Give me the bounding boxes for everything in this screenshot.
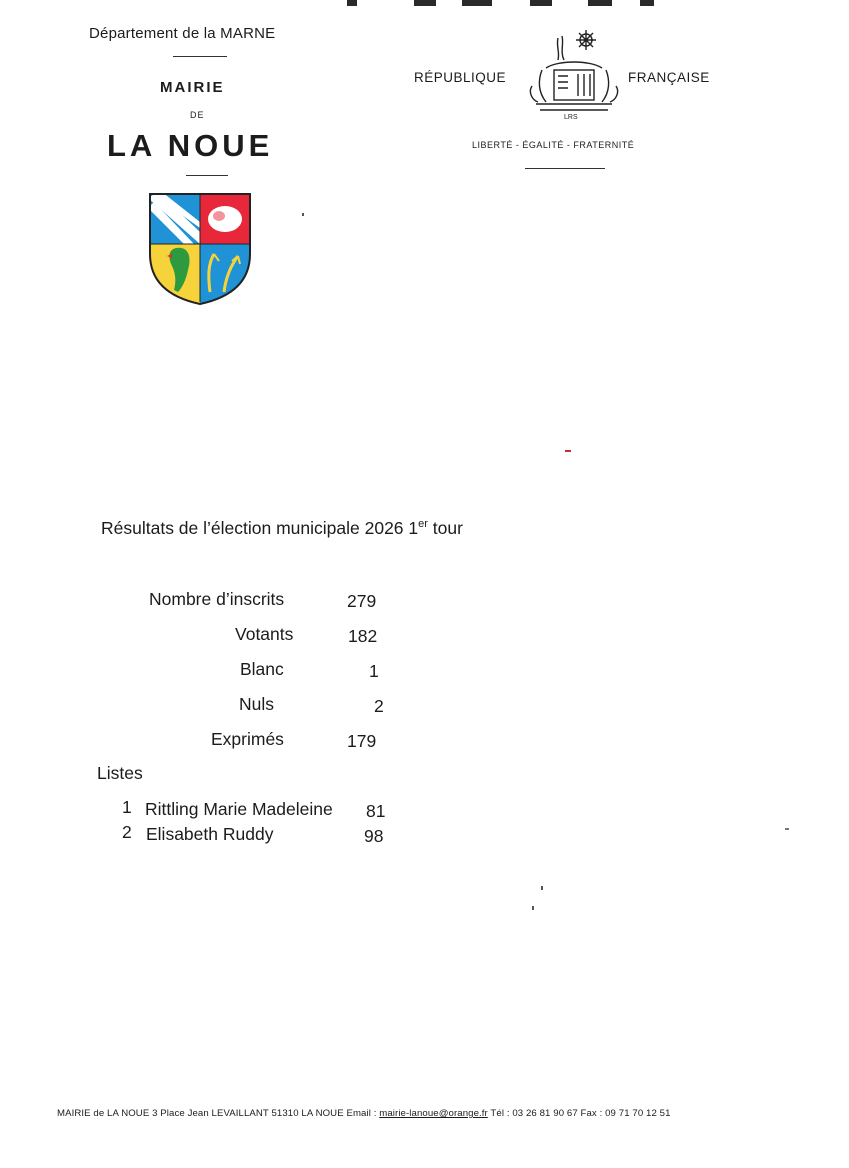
republique-label: RÉPUBLIQUE bbox=[414, 70, 507, 85]
department-label: Département de la MARNE bbox=[89, 25, 276, 42]
devise-label: LIBERTÉ - ÉGALITÉ - FRATERNITÉ bbox=[472, 140, 635, 150]
nuls-value: 2 bbox=[374, 696, 384, 716]
coat-of-arms-logo bbox=[148, 192, 252, 306]
scan-top-edge-marks bbox=[0, 0, 849, 8]
republic-emblem-logo bbox=[528, 30, 620, 120]
exprimes-value: 179 bbox=[347, 731, 377, 751]
footer-email-link[interactable]: mairie-lanoue@orange.fr bbox=[379, 1108, 488, 1119]
divider bbox=[525, 168, 605, 169]
francaise-label: FRANÇAISE bbox=[628, 70, 710, 85]
votants-value: 182 bbox=[348, 626, 378, 646]
footer-contact: MAIRIE de LA NOUE 3 Place Jean LEVAILLANT 51310 LA NOUE Email : mairie-lanoue@orange.fr Tél : 03 26 81 90 67 Fax : 09 71 70 12 51 bbox=[57, 1108, 671, 1119]
blanc-label: Blanc bbox=[240, 659, 284, 679]
lists-heading: Listes bbox=[97, 763, 143, 783]
inscrits-value: 279 bbox=[347, 591, 377, 611]
divider bbox=[186, 175, 228, 176]
scan-speck bbox=[532, 906, 534, 910]
commune-name: LA NOUE bbox=[107, 128, 274, 163]
svg-text:LRS: LRS bbox=[564, 114, 578, 120]
scan-speck bbox=[565, 450, 571, 452]
votants-label: Votants bbox=[235, 624, 294, 644]
exprimes-label: Exprimés bbox=[211, 729, 284, 749]
results-title: Résultats de l’élection municipale 2026 1er tour bbox=[101, 518, 463, 538]
divider bbox=[173, 56, 227, 57]
inscrits-label: Nombre d’inscrits bbox=[149, 589, 285, 609]
blanc-value: 1 bbox=[369, 661, 379, 681]
list-1-name: Rittling Marie Madeleine bbox=[145, 799, 333, 819]
list-2-votes: 98 bbox=[364, 826, 384, 846]
scan-speck bbox=[302, 213, 304, 216]
list-1-votes: 81 bbox=[366, 801, 386, 821]
scan-speck bbox=[785, 828, 789, 830]
de-label: DE bbox=[190, 110, 205, 120]
list-2-number: 2 bbox=[122, 822, 132, 842]
list-1-number: 1 bbox=[122, 797, 132, 817]
mairie-label: MAIRIE bbox=[160, 79, 225, 96]
scan-speck bbox=[541, 886, 543, 890]
list-2-name: Elisabeth Ruddy bbox=[146, 824, 274, 844]
nuls-label: Nuls bbox=[239, 694, 275, 714]
